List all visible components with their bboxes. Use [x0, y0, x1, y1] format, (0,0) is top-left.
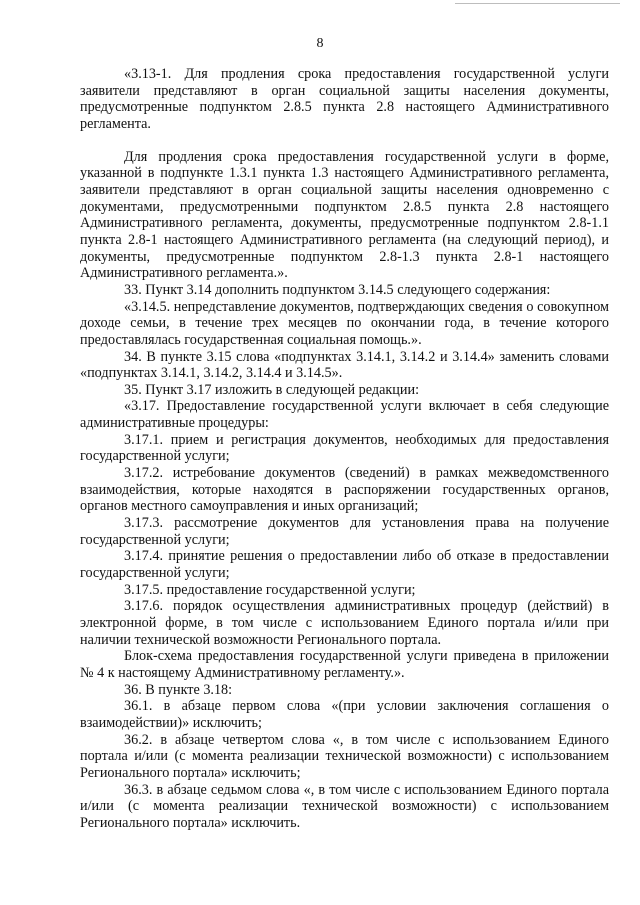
paragraph: 36.3. в абзаце седьмом слова «, в том числе с использованием Единого портала и/или (с момента реализации технической возможности) с использованием Регионального портала» исключить.	[80, 781, 609, 831]
paragraph: Блок-схема предоставления государственной услуги приведена в приложении № 4 к настоящему Административному регламенту.».	[80, 648, 609, 681]
paragraph: 3.17.3. рассмотрение документов для установления права на получение государственной услуги;	[80, 515, 609, 548]
paragraph: 36.2. в абзаце четвертом слова «, в том числе с использованием Единого портала и/или (с момента реализации технической возможности) с использованием Регионального портала» исключить;	[80, 731, 609, 781]
paragraph: 35. Пункт 3.17 изложить в следующей редакции:	[124, 381, 420, 398]
paragraph: 3.17.1. прием и регистрация документов, необходимых для предоставления государственной услуги;	[80, 431, 609, 465]
paragraph: «3.17. Предоставление государственной услуги включает в себя следующие административные процедуры:	[80, 398, 609, 432]
paragraph: 36. В пункте 3.18:	[124, 681, 233, 698]
paragraph: «3.13-1. Для продления срока предоставления государственной услуги заявители представляют в орган социальной защиты населения документы, предусмотренные подпунктом 2.8.5 пункта 2.8 настоящего Административного регламента.	[80, 66, 609, 132]
paragraph: «3.14.5. непредставление документов, подтверждающих сведения о совокупном доходе семьи, в течение трех месяцев по окончании года, в течение которого предоставлялась государственная социальная помощь.».	[80, 298, 609, 348]
paragraph: 3.17.5. предоставление государственной услуги;	[124, 581, 416, 598]
paragraph: Для продления срока предоставления государственной услуги в форме, указанной в подпункте 1.3.1 пункта 1.3 настоящего Административного регламента, заявители представляют в орган социальной защиты населения одновременно с документами, предусмотренными подпунктом 2.8.5 пункта 2.8 настоящего Административного регламента, документы, предусмотренные подпунктом 2.8-1.1 пункта 2.8-1 настоящего Административного регламента (на следующий период), и документы, предусмотренные подпунктом 2.8-1.3 пункта 2.8-1 настоящего Административного регламента.».	[80, 148, 609, 282]
paragraph: 3.17.4. принятие решения о предоставлении либо об отказе в предоставлении государственной услуги;	[80, 548, 609, 582]
paragraph: 3.17.6. порядок осуществления административных процедур (действий) в электронной форме, в том числе с использованием Единого портала и/или при наличии технической возможности Регионального портала.	[80, 598, 609, 648]
document-body	[80, 66, 609, 832]
paragraph: 3.17.2. истребование документов (сведений) в рамках межведомственного взаимодействия, которые находятся в распоряжении государственных органов, органов местного самоуправления и иных организаций;	[80, 465, 609, 515]
paragraph: 33. Пункт 3.14 дополнить подпунктом 3.14.5 следующего содержания:	[124, 281, 551, 298]
paragraph: 34. В пункте 3.15 слова «подпунктах 3.14.1, 3.14.2 и 3.14.4» заменить словами «подпунктах 3.14.1, 3.14.2, 3.14.4 и 3.14.5».	[80, 348, 609, 382]
header-rule	[455, 3, 620, 4]
paragraph: 36.1. в абзаце первом слова «(при условии заключения соглашения о взаимодействии)» исключить;	[80, 698, 609, 731]
page-number: 8	[316, 36, 324, 51]
